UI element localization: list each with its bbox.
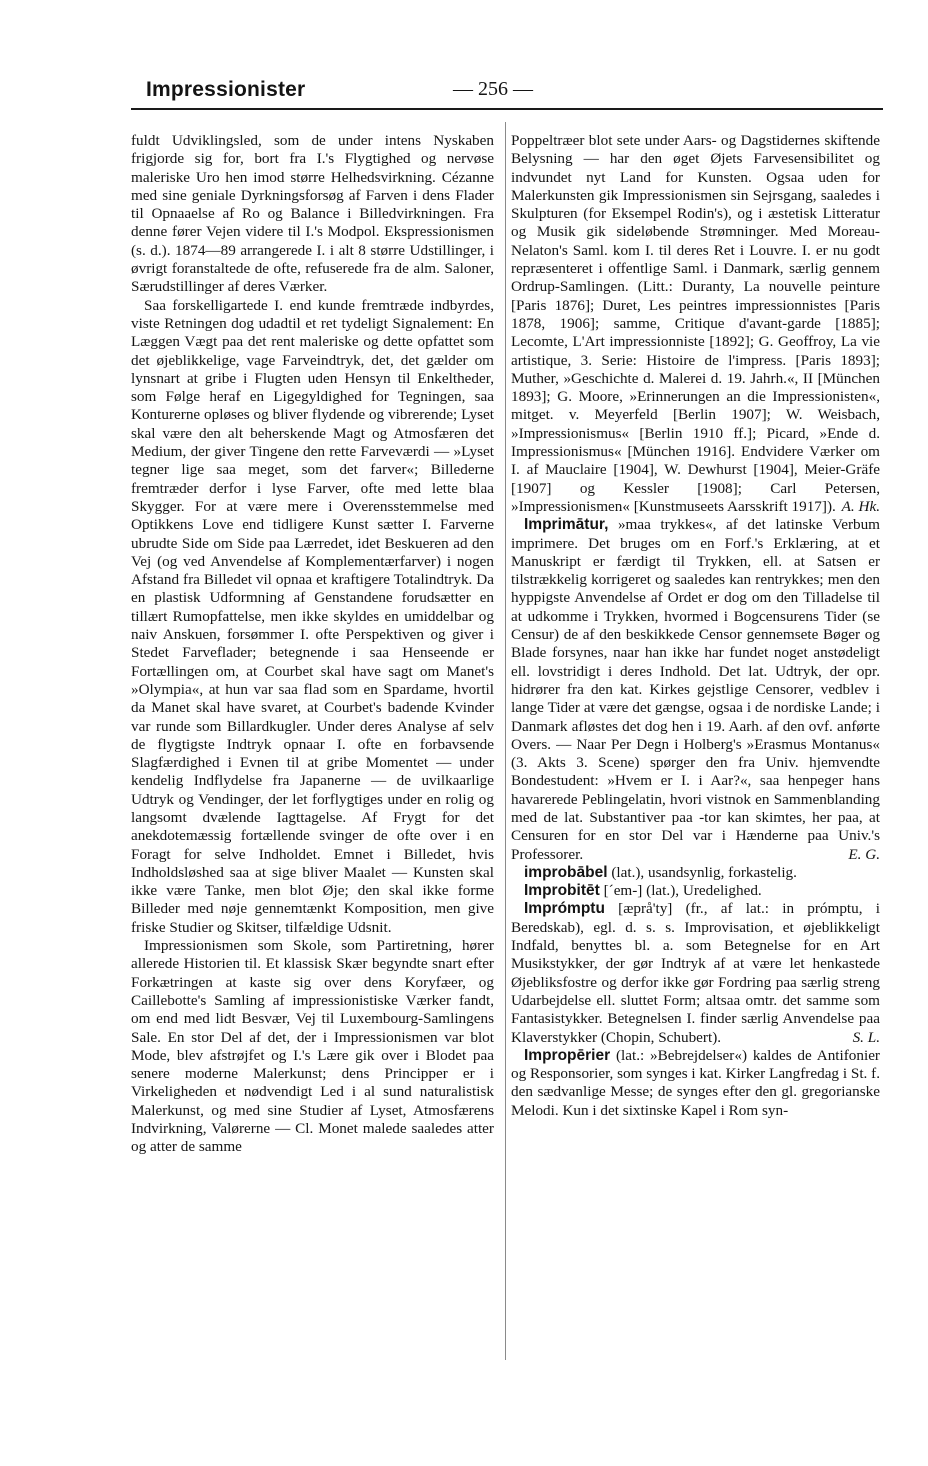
running-title: Impressionister	[146, 78, 306, 101]
right-column	[511, 132, 880, 1120]
author-signature: S. L.	[852, 1028, 880, 1046]
page-number: — 256 —	[453, 78, 533, 100]
entry-text: [ˊem-] (lat.), Uredelighed.	[599, 882, 762, 900]
entry-text: (lat.), usandsynlig, forkastelig.	[607, 863, 797, 881]
paragraph: fuldt Udviklingsled, som de under intens Nyskaben frigjorde sig for, bort fra I.'s Flygtighed og nervøse maleriske Uro hen imod større Helhedsvirkning. Cézanne med sine geniale Dyrkningsforsøg af Farven i dens Flader til Opnaaelse af Ro og Balance i Billedvirkningen. Fra denne fører Vejen videre til I.'s Modpol. Ekspressionismen (s. d.). 1874—89 arrangerede I. i alt 8 større Udstillinger, i øvrigt foranstaltede de ofte, refuserede fra de alm. Saloner, Særudstillinger af deres Værker.	[131, 132, 494, 296]
column-divider	[505, 122, 506, 1360]
dictionary-entry	[511, 864, 880, 882]
author-signature: E. G.	[848, 845, 880, 863]
paragraph-text: Poppeltræer blot sete under Aars- og Dagstidernes skiftende Belysning — har den øget Øjets Farvesensibilitet og indvundet nyt Land for Kunsten. Ogsaa uden for Malerkunsten gik Impressionismen sin Sejrsgang, saaledes i Skulpturen (for Eksempel Rodin's), og i æstetisk Litteratur og Musik gik sideløbende Strømninger. Med Moreau-Nelaton's Saml. kom I. til deres Ret i Louvre. I. er nu godt repræsenteret i offentlige Saml. i Danmark, særlig gennem Ordrup-Samlingen. (Litt.: Duranty, La nouvelle peinture [Paris 1876]; Duret, Les peintres impressionnistes [Paris 1878, 1906]; samme, Critique d'avant-garde [1885]; Lecomte, L'Art impressionniste [1892]; G. Geoffroy, La vie artistique, 3. Serie: Histoire de l'impress. [Paris 1893]; Muther, »Geschichte d. Malerei d. 19. Jahrh.«, II [München 1893]; G. Moore, »Erinnerungen an die Impressionisten«, mitget. v. Meyerfeld [Berlin 1907]; W. Weisbach, »Impressionismus« [Berlin 1910 ff.]; Picard, »Ende d. Impressionismus« [München 1916]. Endvidere Værker om I. af Mauclaire [1904], W. Dewhurst [1904], Meier-Gräfe [1907] og Kessler [1908]; Carl Petersen, »Impressionismen« [Kunstmuseets Aarsskrift 1917]).	[511, 132, 880, 515]
entry-headword: Improbitēt	[524, 882, 600, 900]
entry-text: (lat.: »Bebrejdelser«) kaldes de Antifonier og Responsorier, som synges i kat. Kirker Langfredag i St. f. den sædvanlige Messe; de synges efter den gl. gregorianske Melodi. Kun i det sixtinske Kapel i Rom syn-	[511, 1046, 880, 1119]
dictionary-entry	[511, 516, 880, 864]
left-column	[131, 132, 494, 1157]
entry-headword: Imprimātur,	[524, 516, 609, 534]
author-signature: A. Hk.	[841, 497, 880, 515]
dictionary-entry	[511, 882, 880, 900]
header-rule	[131, 108, 883, 110]
paragraph: Impressionismen som Skole, som Partiretning, hører allerede Historien til. Et klassisk Skær begyndte snart efter Forkætringen at kaste sig over dens Koryfæer, og Caillebotte's Samling af impressionistiske Værker fandt, om end med lidt Besvær, Vej til Luxembourg-Samlingens Sale. En stor Del af det, der i Impressionismen var blot Mode, blev afstrøjfet og I.'s Lære gik over i Blodet paa senere moderne Malerkunst; dens Principper er i Virkeligheden et nødvendigt Led i al sund naturalistisk Malerkunst, og med sine Studier af Lyset, Atmosfærens Indvirkning, Valørerne — Cl. Monet malede saaledes atter og atter de samme	[131, 937, 494, 1156]
entry-headword: Imprómptu	[524, 900, 605, 918]
paragraph	[511, 132, 880, 516]
page-header	[146, 78, 846, 108]
paragraph: Saa forskelligartede I. end kunde fremtræde indbyrdes, viste Retningen dog udadtil et ret tydeligt Signalement: En Læggen Vægt paa det rent maleriske og dette opfattet som det øjeblikkelige, vage Farveindtryk, det, det gælder om lynsnart at gribe i Flugten uden Hensyn til Enkeltheder, som Følge heraf en Ligegyldighed for Tegningen, saa Konturerne opløses og bliver flydende og vibrerende; Lyset skal være den alt beherskende Magt og Atmosfæren det Medium, der giver Tingene den rette Farveværdi — »Lyset tegner lige saa meget, som det farver«; Billederne fremtræder derfor i lyse Farver, ofte med lette blaa Skygger. For at være mere i Overensstemmelse med Optikkens Love end tidligere Kunst sætter I. Farverne ubrudte Side om Side paa Lærredet, idet Beskueren ad den Vej (og ved Anvendelse af Komplementærfarver) i nogen Afstand fra Billedet vil opnaa et kraftigere Totalindtryk. Da en plastisk Udformning af Genstandene forudsætter en tillært Rumopfattelse, men ikke skyldes en umiddelbar og naiv Anskuen, forsømmer I. ofte Perspektiven og giver i Stedet Farveflader; betegnende i saa Henseende er Fortællingen om, at Courbet skal have sagt om Manet's »Olympia«, at hun var saa flad som en Spardame, hvortil da Manet skal have svaret, at Courbet's badende Kvinder var runde som Billardkugler. Under deres Analyse af selv de flygtigste Indtryk opnaar I. ofte en forbavsende Slagfærdighed i Evnen til at gribe Momentet — under kendelig Indflydelse fra Japanerne — de uvilkaarlige Udtryk og Vendinger, der let forflygtiges under en rolig og langsomt dvælende Iagttagelse. Af Frygt for det anekdotemæssig fortællende svinger de ofte over i en Foragt for selve Indholdet. Emnet i Billedet, hvis Indholdsløshed saa at sige bliver Maalet — Kunsten skal ikke være Tanke, men blot Øje; den skal ikke forme Billeder med nøje gennemtænkt Komposition, men give friske Studier og Skitser, tilfældige Udsnit.	[131, 296, 494, 936]
entry-headword: improbābel	[524, 863, 608, 881]
dictionary-entry	[511, 900, 880, 1046]
entry-text: [æprå'ty] (fr., af lat.: in prómptu, i Beredskab), egl. d. s. s. Improvisation, et øjeblikkeligt Indfald, benyttes bl. a. som Betegnelse for en Art Musikstykker, der gør Indtryk af at være let henkastede Øjebliksfostre og derfor ikke gør Fordring paa særlig streng Udarbejdelse ell. sluttet Form; altsaa omtr. det samme som Fantasistykker. Betegnelsen I. finder særlig Anvendelse paa Klaverstykker (Chopin, Schubert).	[511, 900, 880, 1046]
entry-text: »maa trykkes«, af det latinske Verbum imprimere. Det bruges om en Forf.'s Erklæring, at et Manuskript er færdigt til Trykken, ell. at Satsen er tilstrækkelig korrigeret og saaledes kan rentrykkes; men den hyppigste Anvendelse af Ordet er dog om den Tilladelse til at udkomme i Trykken, hvormed i Bogcensurens Tider (se Censur) de af den beskikkede Censor gennemsete Bøger og Blade forsynes, naar han ikke har fundet noget anstødeligt ell. lovstridigt i deres Indhold. Det lat. Udtryk, der opr. hidrører fra den kat. Kirkes gejstlige Censorer, vedblev i lange Tider at være det gængse, ogsaa i de nordiske Lande; i Danmark afløstes det dog hen i 19. Aarh. af den ovf. anførte Overs. — Naar Per Degn i Holberg's »Erasmus Montanus« (3. Akts 3. Scene) spørger den fra Univ. hjemvendte Bondestudent: »Hvem er I. i Aar?«, saa henpeger hans havarerede Peblingelatin, hvori vistnok en Sammenblanding med de lat. Substantiver paa -tor kan skimtes, her paa, at Censuren for en stor Del var i Hænderne paa Univ.'s Professorer.	[511, 516, 880, 863]
dictionary-entry	[511, 1047, 880, 1120]
entry-headword: Impropērier	[524, 1046, 611, 1064]
